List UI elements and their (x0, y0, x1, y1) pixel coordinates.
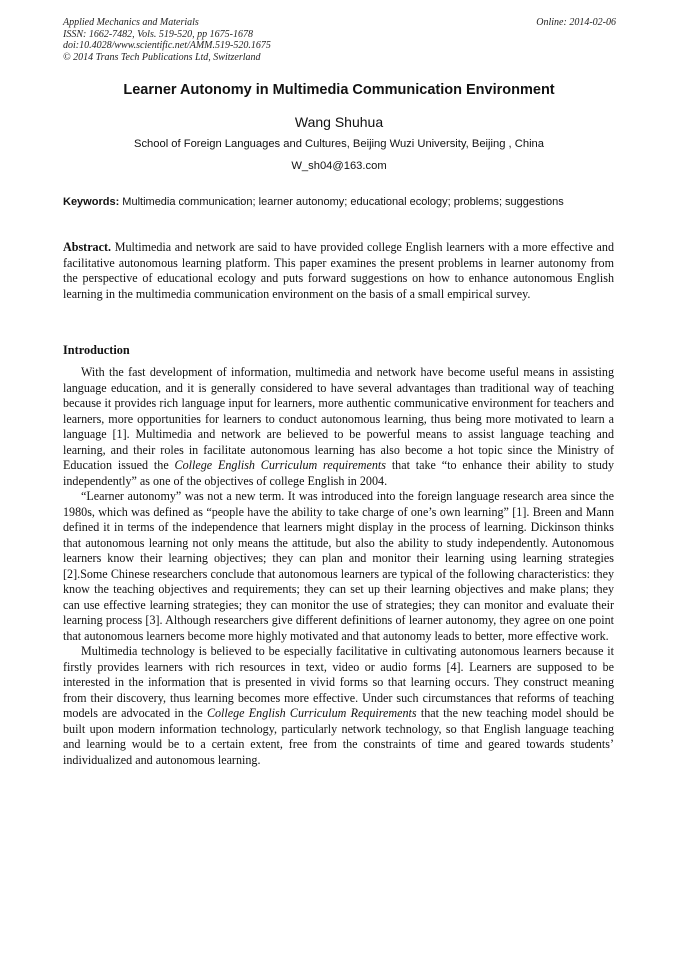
issn-line: ISSN: 1662-7482, Vols. 519-520, pp 1675-1678 (63, 28, 253, 40)
keywords-label: Keywords: (63, 196, 120, 208)
online-date: Online: 2014-02-06 (536, 17, 616, 28)
intro-p1-italic: College English Curriculum requirements (174, 458, 386, 472)
abstract-text: Multimedia and network are said to have provided college English learners with a more effective and facilitative autonomous learning platform. This paper examines the present problems in learner autonomy from the perspective of educational ecology and puts forward suggestions on how to enhance autonomous English learning in the multimedia communication environment on the basis of a small empirical survey. (63, 240, 614, 301)
journal-header (63, 17, 616, 63)
doi-line: doi:10.4028/www.scientific.net/AMM.519-520.1675 (63, 40, 271, 51)
journal-name: Applied Mechanics and Materials (63, 17, 199, 28)
intro-p1-text-b: that take “to enhance their ability to study independently” as one of the objectives of college English in 2004. (63, 458, 614, 488)
introduction-body (63, 365, 614, 768)
keywords-section (63, 195, 614, 211)
keywords-text: Multimedia communication; learner autonomy; educational ecology; problems; suggestions (119, 196, 564, 208)
author-affiliation: School of Foreign Languages and Cultures, Beijing Wuzi University, Beijing , China (133, 138, 544, 150)
intro-paragraph-2: “Learner autonomy” was not a new term. It was introduced into the foreign language research area since the 1980s, which was defined as “people have the ability to take charge of one’s own learning” [1]. Breen and Mann defined it in terms of the independence that learners might display in the process of learning. Dickinson thinks that autonomous learning not only means the attitude, but also the ability to study independently. Autonomous learners know their learning objectives; they can plan and monitor their learning using learning strategies [2].Some Chinese researchers conclude that autonomous learners are typical of the following characteristics: they know the teaching objectives and requirements; they can set up their learning objectives and make plans; they can use effective learning strategies; they can monitor the use of strategies; they can monitor and evaluate their learning process [3]. Although researchers give different definitions of learner autonomy, they agree on one point that autonomous learners become more highly motivated and that autonomy leads to better, more effective work. (63, 489, 614, 643)
copyright-line: © 2014 Trans Tech Publications Ltd, Switzerland (63, 51, 261, 63)
abstract-section (63, 240, 614, 302)
intro-p3-italic: College English Curriculum Requirements (206, 706, 417, 720)
intro-p3-text-a: Multimedia technology is believed to be especially facilitative in cultivating autonomous learners because it firstly provides learners with rich resources in text, video or audio forms [4]. Learners are supposed to be interested in the information that is presented in vivid forms so that learning occurs. They construct meaning from their discovery, thus learning becomes more effective. Under such circumstances that reforms of teaching models are advocated in the (63, 644, 614, 720)
abstract-label: Abstract. (63, 240, 112, 254)
intro-paragraph-3 (63, 644, 614, 768)
intro-p3-text-b: that the new teaching model should be built upon modern information technology, particularly network technology, so that English language teaching and learning would be to a certain extent, free from the constraints of time and geared towards students’ individualized and autonomous learning. (63, 706, 614, 767)
intro-paragraph-1 (63, 365, 614, 489)
author-name: Wang Shuhua (294, 114, 384, 130)
author-email: W_sh04@163.com (291, 160, 387, 172)
introduction-heading: Introduction (63, 343, 130, 357)
paper-title: Learner Autonomy in Multimedia Communication Environment (123, 82, 555, 98)
intro-p1-text-a: With the fast development of information, multimedia and network have become useful means in assisting language education, and it is generally considered to have several advantages than traditional way of teaching because it provides rich language input for learners, more authentic communicative environment for teachers and learners, more opportunities for learners to conduct autonomous learning, thus being more motivated to learn a language [1]. Multimedia and network are believed to be powerful means to assist language teaching and learning, and their roles in facilitate autonomous learning has also become a hot topic since the Ministry of Education issued the (63, 365, 614, 472)
